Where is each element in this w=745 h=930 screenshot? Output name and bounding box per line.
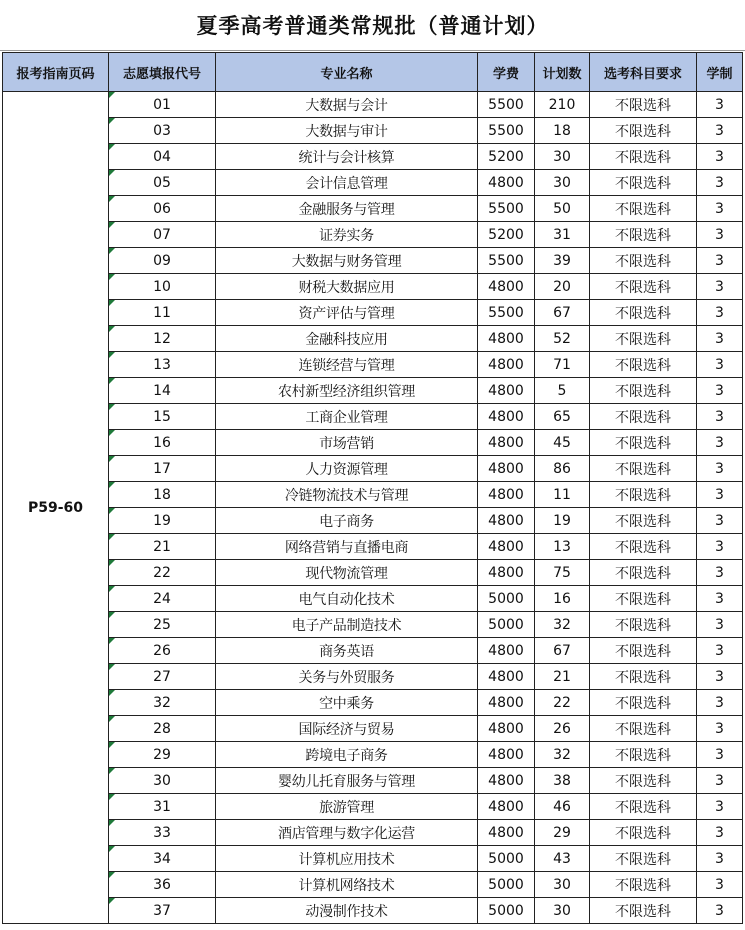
cell-plan[interactable]: 31 [535,222,590,248]
cell-years[interactable]: 3 [697,456,743,482]
table-row [3,508,743,534]
cell-fee[interactable]: 5200 [478,144,535,170]
cell-plan[interactable]: 71 [535,352,590,378]
cell-years[interactable]: 3 [697,638,743,664]
cell-major[interactable]: 大数据与财务管理 [216,248,478,274]
cell-major[interactable]: 国际经济与贸易 [216,716,478,742]
cell-fee[interactable]: 4800 [478,742,535,768]
cell-years[interactable]: 3 [697,118,743,144]
cell-years[interactable]: 3 [697,326,743,352]
cell-years[interactable]: 3 [697,690,743,716]
table-row [3,742,743,768]
admission-plan-table [2,52,743,924]
cell-fee[interactable]: 5500 [478,196,535,222]
table-row [3,638,743,664]
cell-fee[interactable]: 4800 [478,404,535,430]
cell-years[interactable]: 3 [697,170,743,196]
cell-years[interactable]: 3 [697,482,743,508]
cell-code[interactable]: 07 [109,222,216,248]
cell-major[interactable]: 冷链物流技术与管理 [216,482,478,508]
cell-code[interactable]: 16 [109,430,216,456]
cell-requirement[interactable]: 不限选科 [590,664,697,690]
cell-major[interactable]: 金融科技应用 [216,326,478,352]
table-body [3,92,743,924]
cell-fee[interactable]: 5500 [478,118,535,144]
cell-plan[interactable]: 11 [535,482,590,508]
cell-requirement[interactable]: 不限选科 [590,560,697,586]
header-years[interactable]: 学制 [697,53,743,92]
cell-code[interactable]: 06 [109,196,216,222]
header-fee[interactable]: 学费 [478,53,535,92]
cell-code[interactable]: 10 [109,274,216,300]
cell-requirement[interactable]: 不限选科 [590,300,697,326]
table-row [3,586,743,612]
cell-fee[interactable]: 4800 [478,274,535,300]
cell-requirement[interactable]: 不限选科 [590,404,697,430]
cell-years[interactable]: 3 [697,664,743,690]
cell-major[interactable]: 跨境电子商务 [216,742,478,768]
table-row [3,196,743,222]
cell-major[interactable]: 证券实务 [216,222,478,248]
cell-fee[interactable]: 4800 [478,716,535,742]
cell-major[interactable]: 动漫制作技术 [216,898,478,924]
cell-years[interactable]: 3 [697,560,743,586]
table-row [3,274,743,300]
cell-fee[interactable]: 4800 [478,482,535,508]
cell-plan[interactable]: 45 [535,430,590,456]
header-page-ref[interactable]: 报考指南页码 [3,53,109,92]
table-row [3,560,743,586]
cell-major[interactable]: 电子商务 [216,508,478,534]
cell-requirement[interactable]: 不限选科 [590,742,697,768]
cell-code[interactable]: 01 [109,92,216,118]
cell-plan[interactable]: 38 [535,768,590,794]
cell-fee[interactable]: 5000 [478,846,535,872]
cell-years[interactable]: 3 [697,430,743,456]
cell-requirement[interactable]: 不限选科 [590,638,697,664]
cell-plan[interactable]: 75 [535,560,590,586]
cell-fee[interactable]: 4800 [478,508,535,534]
cell-plan[interactable]: 19 [535,508,590,534]
cell-years[interactable]: 3 [697,820,743,846]
cell-requirement[interactable]: 不限选科 [590,326,697,352]
table-row [3,716,743,742]
cell-requirement[interactable]: 不限选科 [590,274,697,300]
cell-code[interactable]: 28 [109,716,216,742]
cell-major[interactable]: 统计与会计核算 [216,144,478,170]
cell-fee[interactable]: 4800 [478,664,535,690]
cell-code[interactable]: 33 [109,820,216,846]
table-row [3,612,743,638]
cell-plan[interactable]: 5 [535,378,590,404]
cell-fee[interactable]: 5000 [478,872,535,898]
cell-years[interactable]: 3 [697,768,743,794]
cell-fee[interactable]: 5000 [478,586,535,612]
cell-years[interactable]: 3 [697,404,743,430]
cell-fee[interactable]: 4800 [478,820,535,846]
cell-plan[interactable]: 43 [535,846,590,872]
cell-code[interactable]: 27 [109,664,216,690]
table-row [3,846,743,872]
cell-fee[interactable]: 4800 [478,456,535,482]
cell-years[interactable]: 3 [697,742,743,768]
cell-major[interactable]: 关务与外贸服务 [216,664,478,690]
cell-major[interactable]: 大数据与审计 [216,118,478,144]
table-row [3,690,743,716]
cell-years[interactable]: 3 [697,352,743,378]
cell-fee[interactable]: 4800 [478,794,535,820]
cell-plan[interactable]: 86 [535,456,590,482]
cell-requirement[interactable]: 不限选科 [590,92,697,118]
cell-years[interactable]: 3 [697,508,743,534]
table-row [3,326,743,352]
cell-requirement[interactable]: 不限选科 [590,248,697,274]
cell-code[interactable]: 31 [109,794,216,820]
cell-code[interactable]: 21 [109,534,216,560]
cell-major[interactable]: 婴幼儿托育服务与管理 [216,768,478,794]
cell-years[interactable]: 3 [697,274,743,300]
header-major[interactable]: 专业名称 [216,53,478,92]
cell-code[interactable]: 22 [109,560,216,586]
cell-years[interactable]: 3 [697,612,743,638]
cell-major[interactable]: 空中乘务 [216,690,478,716]
table-row [3,300,743,326]
cell-fee[interactable]: 5500 [478,248,535,274]
cell-years[interactable]: 3 [697,222,743,248]
table-row [3,170,743,196]
cell-code[interactable]: 36 [109,872,216,898]
cell-fee[interactable]: 4800 [478,378,535,404]
table-row [3,872,743,898]
cell-plan[interactable]: 39 [535,248,590,274]
cell-fee[interactable]: 4800 [478,352,535,378]
cell-requirement[interactable]: 不限选科 [590,820,697,846]
cell-page-range[interactable]: P59-60 [3,92,109,924]
cell-years[interactable]: 3 [697,300,743,326]
cell-fee[interactable]: 4800 [478,326,535,352]
table-row [3,248,743,274]
cell-plan[interactable]: 50 [535,196,590,222]
cell-major[interactable]: 计算机应用技术 [216,846,478,872]
table-row [3,534,743,560]
cell-plan[interactable]: 32 [535,742,590,768]
cell-fee[interactable]: 5500 [478,92,535,118]
cell-code[interactable]: 29 [109,742,216,768]
cell-plan[interactable]: 26 [535,716,590,742]
table-row [3,664,743,690]
table-row [3,144,743,170]
cell-years[interactable]: 3 [697,716,743,742]
cell-major[interactable]: 计算机网络技术 [216,872,478,898]
cell-requirement[interactable]: 不限选科 [590,118,697,144]
cell-plan[interactable]: 18 [535,118,590,144]
cell-requirement[interactable]: 不限选科 [590,690,697,716]
cell-fee[interactable]: 4800 [478,430,535,456]
cell-requirement[interactable]: 不限选科 [590,898,697,924]
cell-code[interactable]: 34 [109,846,216,872]
cell-code[interactable]: 12 [109,326,216,352]
cell-requirement[interactable]: 不限选科 [590,222,697,248]
cell-years[interactable]: 3 [697,92,743,118]
cell-fee[interactable]: 5200 [478,222,535,248]
cell-fee[interactable]: 4800 [478,638,535,664]
cell-major[interactable]: 农村新型经济组织管理 [216,378,478,404]
cell-plan[interactable]: 30 [535,898,590,924]
cell-fee[interactable]: 4800 [478,534,535,560]
cell-code[interactable]: 25 [109,612,216,638]
cell-major[interactable]: 电子产品制造技术 [216,612,478,638]
cell-fee[interactable]: 5000 [478,898,535,924]
cell-years[interactable]: 3 [697,846,743,872]
cell-code[interactable]: 09 [109,248,216,274]
cell-requirement[interactable]: 不限选科 [590,586,697,612]
cell-code[interactable]: 17 [109,456,216,482]
cell-years[interactable]: 3 [697,196,743,222]
cell-requirement[interactable]: 不限选科 [590,144,697,170]
cell-fee[interactable]: 4800 [478,170,535,196]
cell-plan[interactable]: 22 [535,690,590,716]
cell-years[interactable]: 3 [697,144,743,170]
cell-plan[interactable]: 20 [535,274,590,300]
cell-plan[interactable]: 16 [535,586,590,612]
cell-requirement[interactable]: 不限选科 [590,352,697,378]
table-row [3,222,743,248]
cell-plan[interactable]: 46 [535,794,590,820]
cell-requirement[interactable]: 不限选科 [590,378,697,404]
table-row [3,92,743,118]
cell-major[interactable]: 人力资源管理 [216,456,478,482]
cell-requirement[interactable]: 不限选科 [590,872,697,898]
cell-major[interactable]: 金融服务与管理 [216,196,478,222]
cell-years[interactable]: 3 [697,378,743,404]
cell-plan[interactable]: 65 [535,404,590,430]
cell-requirement[interactable]: 不限选科 [590,846,697,872]
cell-plan[interactable]: 30 [535,170,590,196]
table-row [3,352,743,378]
cell-code[interactable]: 14 [109,378,216,404]
cell-code[interactable]: 24 [109,586,216,612]
cell-code[interactable]: 30 [109,768,216,794]
cell-code[interactable]: 04 [109,144,216,170]
cell-requirement[interactable]: 不限选科 [590,508,697,534]
cell-code[interactable]: 03 [109,118,216,144]
cell-requirement[interactable]: 不限选科 [590,456,697,482]
sheet-title: 夏季高考普通类常规批（普通计划） [0,0,745,51]
cell-plan[interactable]: 30 [535,872,590,898]
cell-major[interactable]: 大数据与会计 [216,92,478,118]
cell-years[interactable]: 3 [697,586,743,612]
cell-plan[interactable]: 67 [535,300,590,326]
cell-code[interactable]: 18 [109,482,216,508]
cell-major[interactable]: 酒店管理与数字化运营 [216,820,478,846]
cell-requirement[interactable]: 不限选科 [590,482,697,508]
cell-major[interactable]: 市场营销 [216,430,478,456]
cell-major[interactable]: 现代物流管理 [216,560,478,586]
cell-requirement[interactable]: 不限选科 [590,794,697,820]
table-row [3,378,743,404]
table-row [3,482,743,508]
cell-major[interactable]: 网络营销与直播电商 [216,534,478,560]
cell-code[interactable]: 05 [109,170,216,196]
cell-code[interactable]: 37 [109,898,216,924]
cell-code[interactable]: 19 [109,508,216,534]
table-row [3,404,743,430]
header-requirement[interactable]: 选考科目要求 [590,53,697,92]
cell-major[interactable]: 资产评估与管理 [216,300,478,326]
cell-fee[interactable]: 4800 [478,690,535,716]
cell-plan[interactable]: 67 [535,638,590,664]
cell-years[interactable]: 3 [697,898,743,924]
cell-code[interactable]: 11 [109,300,216,326]
table-row [3,794,743,820]
cell-requirement[interactable]: 不限选科 [590,716,697,742]
cell-major[interactable]: 会计信息管理 [216,170,478,196]
cell-plan[interactable]: 13 [535,534,590,560]
table-row [3,768,743,794]
cell-requirement[interactable]: 不限选科 [590,430,697,456]
cell-plan[interactable]: 32 [535,612,590,638]
cell-major[interactable]: 连锁经营与管理 [216,352,478,378]
cell-plan[interactable]: 52 [535,326,590,352]
table-row [3,118,743,144]
header-row [3,53,743,92]
cell-fee[interactable]: 4800 [478,768,535,794]
table-row [3,430,743,456]
cell-plan[interactable]: 210 [535,92,590,118]
cell-years[interactable]: 3 [697,534,743,560]
table-row [3,898,743,924]
cell-code[interactable]: 26 [109,638,216,664]
cell-fee[interactable]: 5000 [478,612,535,638]
cell-plan[interactable]: 30 [535,144,590,170]
header-code[interactable]: 志愿填报代号 [109,53,216,92]
cell-major[interactable]: 工商企业管理 [216,404,478,430]
cell-requirement[interactable]: 不限选科 [590,768,697,794]
cell-fee[interactable]: 5500 [478,300,535,326]
cell-years[interactable]: 3 [697,248,743,274]
table-row [3,820,743,846]
cell-plan[interactable]: 29 [535,820,590,846]
cell-requirement[interactable]: 不限选科 [590,196,697,222]
table-row [3,456,743,482]
cell-major[interactable]: 旅游管理 [216,794,478,820]
cell-code[interactable]: 13 [109,352,216,378]
header-plan[interactable]: 计划数 [535,53,590,92]
cell-major[interactable]: 商务英语 [216,638,478,664]
cell-plan[interactable]: 21 [535,664,590,690]
cell-requirement[interactable]: 不限选科 [590,612,697,638]
cell-years[interactable]: 3 [697,794,743,820]
cell-fee[interactable]: 4800 [478,560,535,586]
cell-code[interactable]: 32 [109,690,216,716]
cell-code[interactable]: 15 [109,404,216,430]
cell-major[interactable]: 电气自动化技术 [216,586,478,612]
cell-major[interactable]: 财税大数据应用 [216,274,478,300]
cell-requirement[interactable]: 不限选科 [590,534,697,560]
cell-years[interactable]: 3 [697,872,743,898]
cell-requirement[interactable]: 不限选科 [590,170,697,196]
